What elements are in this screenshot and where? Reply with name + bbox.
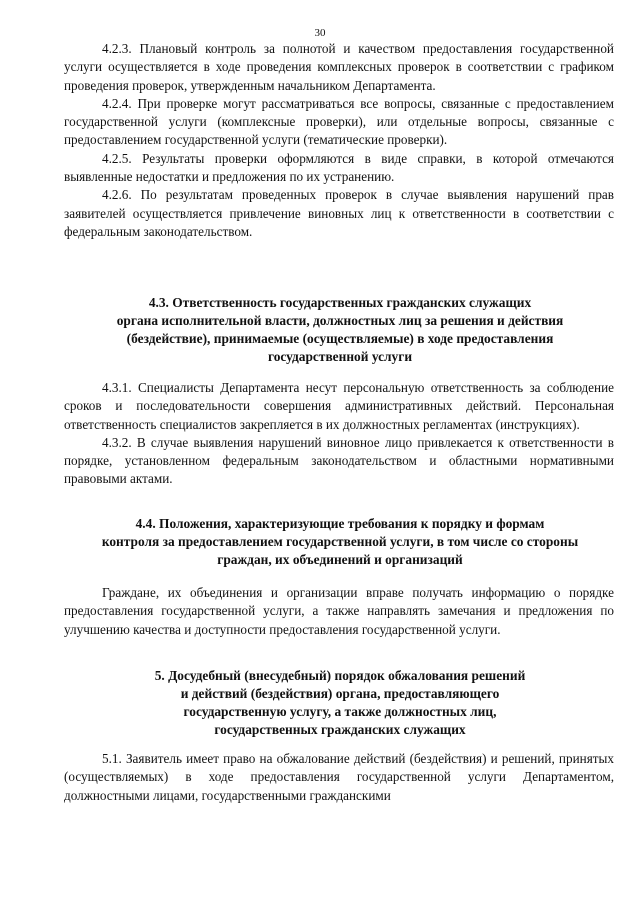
page-number: 30	[314, 27, 326, 39]
heading-4-4-line: контроля за предоставлением государственной услуги, в том числе со стороны	[101, 534, 579, 549]
heading-4-3-line: органа исполнительной власти, должностных лиц за решения и действия	[116, 313, 564, 328]
section-5-paragraphs	[64, 750, 614, 805]
heading-4-3-line: 4.3. Ответственность государственных гражданских служащих	[148, 295, 532, 310]
heading-5-line: государственных гражданских служащих	[214, 722, 466, 737]
heading-4-3	[90, 294, 590, 366]
heading-5-line: государственную услугу, а также должностных лиц,	[183, 704, 497, 719]
paragraph-4-3-2: 4.3.2. В случае выявления нарушений виновное лицо привлекается к ответственности в порядке, установленном федеральным законодательством и областными нормативными правовыми актами.	[64, 434, 614, 487]
paragraph-4-4: Граждане, их объединения и организации вправе получать информацию о порядке предоставления государственной услуги, а также направлять замечания и предложения по улучшению качества и доступности предоставления государственной услуги.	[64, 585, 614, 637]
heading-4-4-line: граждан, их объединений и организаций	[217, 552, 463, 567]
heading-4-3-line: (бездействие), принимаемые (осуществляемые) в ходе предоставления	[126, 331, 554, 346]
heading-5-line: и действий (бездействия) органа, предоставляющего	[180, 686, 500, 701]
section-4-2-paragraphs	[64, 40, 614, 241]
heading-5-line: 5. Досудебный (внесудебный) порядок обжалования решений	[154, 668, 526, 683]
paragraph-4-2-5: 4.2.5. Результаты проверки оформляются в виде справки, в которой отмечаются выявленные недостатки и предложения по их устранению.	[64, 150, 614, 185]
heading-4-3-line: государственной услуги	[267, 349, 413, 364]
section-4-3-paragraphs	[64, 379, 614, 489]
paragraph-4-3-1: 4.3.1. Специалисты Департамента несут персональную ответственность за соблюдение сроков и последовательности совершения административных действий. Персональная ответственность специалистов закрепляется в их должностных регламентах (инструкциях).	[64, 380, 614, 432]
paragraph-4-2-3: 4.2.3. Плановый контроль за полнотой и качеством предоставления государственной услуги осуществляется в ходе проведения комплексных проверок в соответствии с графиком проведения проверок, утвержденным начальником Департамента.	[64, 41, 614, 93]
heading-4-4	[90, 515, 590, 569]
paragraph-4-2-6: 4.2.6. По результатам проведенных проверок в случае выявления нарушений прав заявителей осуществляется привлечение виновных лиц к ответственности в соответствии с федеральным законодательством.	[64, 187, 614, 239]
paragraph-5-1: 5.1. Заявитель имеет право на обжалование действий (бездействия) и решений, принятых (осуществляемых) в ходе предоставления государственной услуги Департаментом, должностными лицами, государственными гражданскими	[64, 751, 614, 803]
heading-4-4-line: 4.4. Положения, характеризующие требования к порядку и формам	[135, 516, 545, 531]
section-4-4-paragraphs	[64, 584, 614, 639]
heading-5	[90, 667, 590, 739]
paragraph-4-2-4: 4.2.4. При проверке могут рассматриваться все вопросы, связанные с предоставлением государственной услуги (комплексные проверки), или отдельные вопросы, связанные с предоставлением государственной услуги (тематические проверки).	[64, 95, 614, 148]
